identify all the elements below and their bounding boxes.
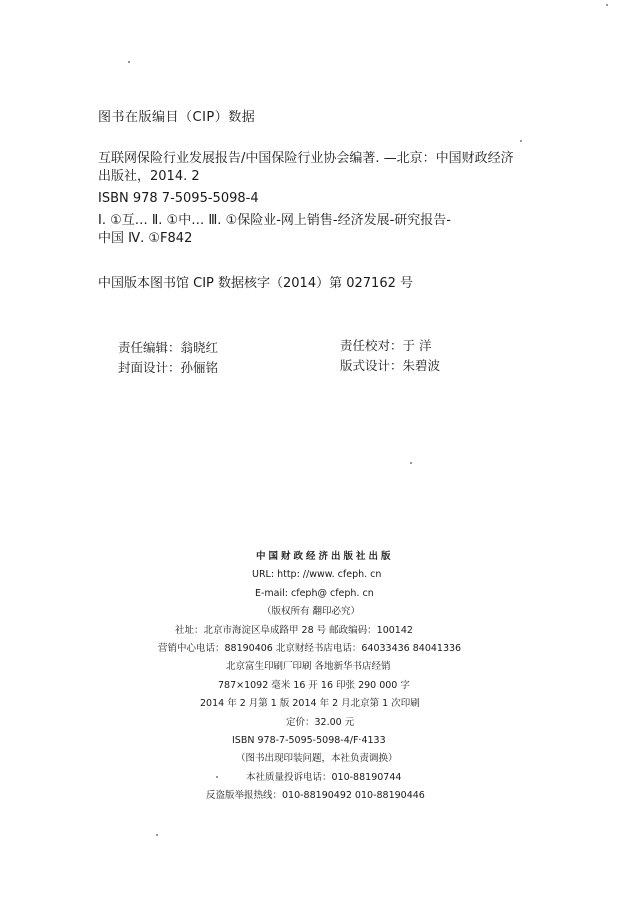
- edition-info: 2014 年 2 月第 1 版 2014 年 2 月北京第 1 次印刷: [200, 698, 420, 710]
- scan-speck: [520, 140, 522, 142]
- colophon: [0, 548, 643, 805]
- scan-speck: [410, 462, 412, 464]
- cip-line-isbn: ISBN 978 7-5095-5098-4: [98, 191, 259, 206]
- cip-heading: 图书在版编目（CIP）数据: [98, 110, 256, 125]
- publisher-email: E-mail: cfeph@ cfeph. cn: [255, 587, 374, 599]
- responsible-editor: 责任编辑：翁晓红: [118, 340, 219, 355]
- publisher-name: 中国财政经济出版社出版: [256, 551, 394, 562]
- quality-phone: 本社质量投诉电话：010-88190744: [246, 771, 402, 783]
- format-info: 787×1092 毫米 16 开 16 印张 290 000 字: [218, 679, 410, 691]
- publisher-address: 社址：北京市海淀区阜成路甲 28 号 邮政编码：100142: [175, 624, 413, 636]
- cip-line-classification: 中国 Ⅳ. ①F842: [98, 231, 193, 246]
- isbn-colophon: ISBN 978-7-5095-5098-4/F·4133: [232, 734, 386, 746]
- scan-speck: [128, 61, 130, 63]
- anti-piracy-hotline: 反盗版举报热线：010-88190492 010-88190446: [206, 790, 425, 802]
- cip-line-subject: Ⅰ. ①互… Ⅱ. ①中… Ⅲ. ①保险业-网上销售-经济发展-研究报告-: [98, 213, 451, 228]
- defect-notice: （图书出现印装问题，本社负责调换）: [236, 753, 398, 765]
- cover-designer: 封面设计：孙俪铭: [118, 360, 219, 375]
- sales-phone: 营销中心电话：88190406 北京财经书店电话：64033436 84041336: [158, 642, 462, 654]
- proofreader: 责任校对：于 洋: [340, 338, 432, 353]
- cip-line-publisher: 出版社，2014. 2: [98, 169, 200, 184]
- printer-info: 北京富生印刷厂印刷 各地新华书店经销: [226, 661, 391, 673]
- cip-record: [98, 150, 568, 248]
- cip-line-title: 互联网保险行业发展报告/中国保险行业协会编著. —北京：中国财政经济: [98, 151, 514, 166]
- rights-notice: （版权所有 翻印必究）: [262, 606, 361, 618]
- scan-speck: [606, 4, 608, 6]
- publisher-url: URL: http: //www. cfeph. cn: [252, 569, 382, 581]
- layout-designer: 版式设计：朱碧波: [340, 358, 441, 373]
- scan-speck: [156, 834, 158, 836]
- scan-speck: [216, 776, 218, 778]
- cip-number: 中国版本图书馆 CIP 数据核字（2014）第 027162 号: [98, 276, 413, 291]
- price: 定价：32.00 元: [286, 716, 355, 728]
